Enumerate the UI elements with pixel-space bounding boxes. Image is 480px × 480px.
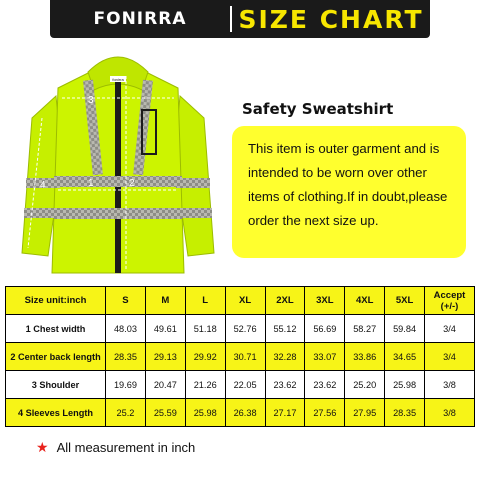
unit-label: Size unit:inch — [6, 287, 106, 315]
row-label: 3 Shoulder — [6, 371, 106, 399]
table-cell: 29.92 — [185, 343, 225, 371]
size-header: 4XL — [345, 287, 385, 315]
table-cell: 58.27 — [345, 315, 385, 343]
accept-cell: 3/8 — [425, 371, 475, 399]
accept-cell: 3/4 — [425, 315, 475, 343]
table-cell: 25.2 — [106, 399, 146, 427]
table-row — [6, 399, 475, 427]
table-cell: 33.07 — [305, 343, 345, 371]
table-cell: 25.98 — [385, 371, 425, 399]
accept-cell: 3/8 — [425, 399, 475, 427]
table-cell: 56.69 — [305, 315, 345, 343]
row-label: 1 Chest width — [6, 315, 106, 343]
measure-label-1: 1 — [88, 178, 94, 189]
table-cell: 28.35 — [385, 399, 425, 427]
table-cell: 25.20 — [345, 371, 385, 399]
table-cell: 32.28 — [265, 343, 305, 371]
table-row — [6, 315, 475, 343]
table-cell: 27.95 — [345, 399, 385, 427]
table-cell: 23.62 — [305, 371, 345, 399]
table-cell: 25.59 — [145, 399, 185, 427]
footnote-text: All measurement in inch — [56, 440, 196, 455]
size-header: XL — [225, 287, 265, 315]
table-header-row — [6, 287, 475, 315]
table-cell: 30.71 — [225, 343, 265, 371]
accept-label: Accept — [433, 289, 466, 301]
table-row — [6, 343, 475, 371]
brand-logo: FONIRRA — [93, 9, 187, 29]
table-cell: 26.38 — [225, 399, 265, 427]
table-cell: 34.65 — [385, 343, 425, 371]
accept-sub: (+/-) — [440, 300, 459, 312]
accept-header — [425, 287, 475, 315]
measure-label-2: 2 — [129, 178, 135, 189]
footnote — [36, 439, 195, 456]
table-cell: 22.05 — [225, 371, 265, 399]
table-cell: 49.61 — [145, 315, 185, 343]
star-icon: ★ — [36, 439, 49, 455]
row-label: 4 Sleeves Length — [6, 399, 106, 427]
table-cell: 23.62 — [265, 371, 305, 399]
table-cell: 20.47 — [145, 371, 185, 399]
size-chart-header — [50, 0, 430, 38]
table-cell: 19.69 — [106, 371, 146, 399]
size-table — [5, 286, 475, 427]
table-cell: 25.98 — [185, 399, 225, 427]
sweatshirt-image — [18, 48, 218, 278]
measure-label-4: 4 — [40, 180, 46, 191]
table-cell: 55.12 — [265, 315, 305, 343]
measure-label-3: 3 — [88, 95, 94, 106]
size-header: 5XL — [385, 287, 425, 315]
size-header: M — [145, 287, 185, 315]
description-box — [232, 126, 466, 258]
size-header: 2XL — [265, 287, 305, 315]
table-cell: 27.56 — [305, 399, 345, 427]
accept-cell: 3/4 — [425, 343, 475, 371]
table-row — [6, 371, 475, 399]
page-title: SIZE CHART — [238, 4, 424, 34]
size-header: 3XL — [305, 287, 345, 315]
table-cell: 27.17 — [265, 399, 305, 427]
description-text: This item is outer garment and is intended to be worn over other items of clothing.If in doubt,please order the next size up. — [248, 141, 448, 228]
table-cell: 33.86 — [345, 343, 385, 371]
product-name: Safety Sweatshirt — [242, 100, 394, 118]
size-header: S — [106, 287, 146, 315]
table-cell: 21.26 — [185, 371, 225, 399]
zipper — [115, 78, 121, 273]
garment-tag: fonirra — [112, 77, 124, 82]
table-cell: 48.03 — [106, 315, 146, 343]
size-header: L — [185, 287, 225, 315]
table-cell: 59.84 — [385, 315, 425, 343]
table-cell: 52.76 — [225, 315, 265, 343]
row-label: 2 Center back length — [6, 343, 106, 371]
table-cell: 28.35 — [106, 343, 146, 371]
table-cell: 51.18 — [185, 315, 225, 343]
table-cell: 29.13 — [145, 343, 185, 371]
